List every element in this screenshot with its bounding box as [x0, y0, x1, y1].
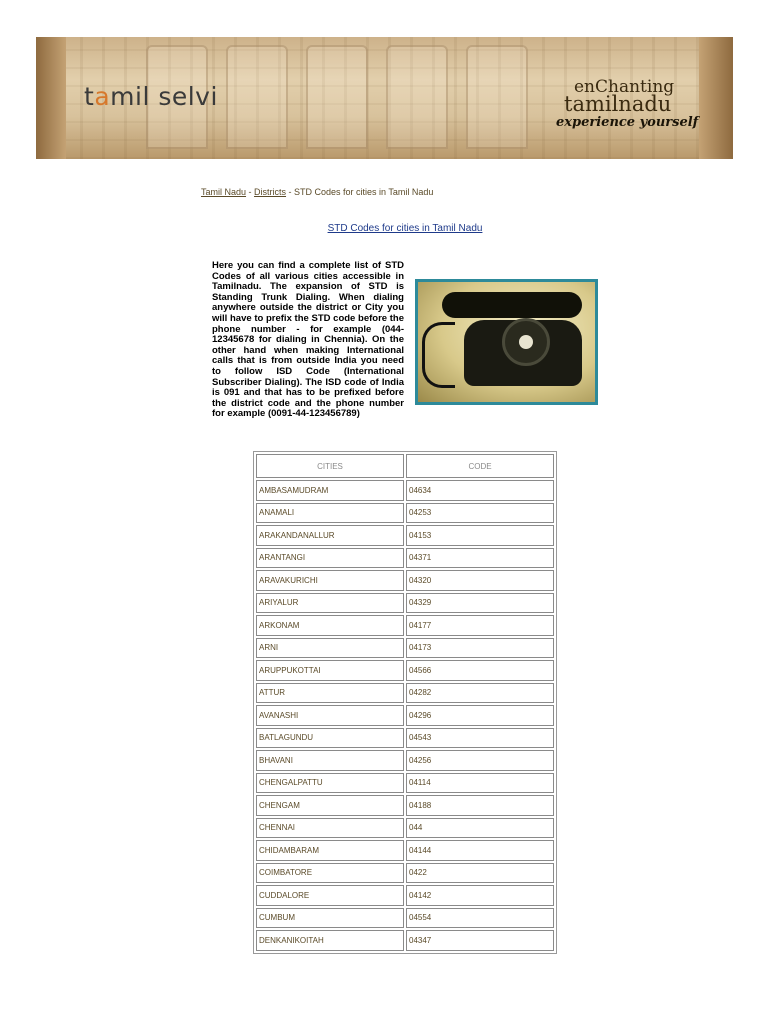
city-cell: CHIDAMBARAM — [256, 840, 404, 861]
banner-left-edge — [36, 37, 66, 159]
code-cell: 04634 — [406, 480, 554, 501]
column-header-cities: CITIES — [256, 454, 404, 478]
code-cell: 04153 — [406, 525, 554, 546]
city-cell: ARANTANGI — [256, 548, 404, 569]
breadcrumb — [201, 187, 433, 197]
code-cell: 04177 — [406, 615, 554, 636]
table-row — [256, 750, 554, 771]
city-cell: BATLAGUNDU — [256, 728, 404, 749]
table-body — [256, 480, 554, 951]
table-row — [256, 728, 554, 749]
table-row — [256, 705, 554, 726]
city-cell: ARNI — [256, 638, 404, 659]
breadcrumb-separator: - — [286, 187, 295, 197]
city-cell: DENKANIKOITAH — [256, 930, 404, 951]
city-cell: CUDDALORE — [256, 885, 404, 906]
city-cell: CHENGALPATTU — [256, 773, 404, 794]
header-banner — [36, 37, 733, 159]
city-cell: COIMBATORE — [256, 863, 404, 884]
banner-carving — [386, 45, 448, 149]
table-row — [256, 480, 554, 501]
city-cell: ARAKANDANALLUR — [256, 525, 404, 546]
code-cell: 04543 — [406, 728, 554, 749]
page-title — [0, 223, 768, 234]
code-cell: 04114 — [406, 773, 554, 794]
intro-paragraph: Here you can find a complete list of STD Codes of all various cities accessible in Tamilnadu. The expansion of STD is Standing Trunk Dialing. When dialing anywhere outside the district or City you will have to prefix the STD code before the phone number - for example (044-12345678 for dialing in Chennia). On the other hand when making International calls that is from outside India you need to follow ISD Code (International Subscriber Dialing). The ISD code of India is 091 and that has to be prefixed before the district code and the phone number for example (0091-44-123456789) — [212, 260, 404, 420]
logo-suffix: mil selvi — [110, 82, 218, 111]
city-cell: CHENGAM — [256, 795, 404, 816]
city-cell: ARIYALUR — [256, 593, 404, 614]
code-cell: 04282 — [406, 683, 554, 704]
column-header-code: CODE — [406, 454, 554, 478]
table-row — [256, 525, 554, 546]
city-cell: AMBASAMUDRAM — [256, 480, 404, 501]
code-cell: 04329 — [406, 593, 554, 614]
logo-accent: a — [94, 82, 111, 111]
table-row — [256, 908, 554, 929]
page-title-text: STD Codes for cities in Tamil Nadu — [327, 223, 483, 234]
tagline-experience: experience yourself — [556, 115, 699, 130]
table-row — [256, 683, 554, 704]
table-row — [256, 818, 554, 839]
table-row — [256, 795, 554, 816]
code-cell: 04554 — [406, 908, 554, 929]
code-cell: 04566 — [406, 660, 554, 681]
table-row — [256, 660, 554, 681]
code-cell: 04173 — [406, 638, 554, 659]
tagline-enchanting: enChanting — [574, 77, 675, 97]
city-cell: ATTUR — [256, 683, 404, 704]
code-cell: 04142 — [406, 885, 554, 906]
telephone-image — [415, 279, 598, 405]
city-cell: ANAMALI — [256, 503, 404, 524]
code-cell: 04144 — [406, 840, 554, 861]
breadcrumb-separator: - — [246, 187, 255, 197]
city-cell: ARAVAKURICHI — [256, 570, 404, 591]
table-row — [256, 570, 554, 591]
site-logo[interactable] — [84, 82, 218, 111]
city-cell: AVANASHI — [256, 705, 404, 726]
rotary-dial-icon — [502, 318, 550, 366]
table-row — [256, 885, 554, 906]
table-row — [256, 638, 554, 659]
code-cell: 04371 — [406, 548, 554, 569]
table-row — [256, 615, 554, 636]
code-cell: 04347 — [406, 930, 554, 951]
city-cell: ARKONAM — [256, 615, 404, 636]
breadcrumb-current: STD Codes for cities in Tamil Nadu — [294, 187, 434, 197]
table-row — [256, 548, 554, 569]
logo-prefix: t — [84, 82, 95, 111]
table-row — [256, 593, 554, 614]
code-cell: 04253 — [406, 503, 554, 524]
banner-carving — [466, 45, 528, 149]
city-cell: CUMBUM — [256, 908, 404, 929]
std-codes-table — [253, 451, 557, 954]
city-cell: CHENNAI — [256, 818, 404, 839]
phone-handset — [442, 292, 582, 318]
code-cell: 0422 — [406, 863, 554, 884]
city-cell: ARUPPUKOTTAI — [256, 660, 404, 681]
table-row — [256, 863, 554, 884]
table-row — [256, 773, 554, 794]
banner-carving — [226, 45, 288, 149]
code-cell: 04256 — [406, 750, 554, 771]
banner-right-edge — [699, 37, 733, 159]
code-cell: 04296 — [406, 705, 554, 726]
banner-carving — [306, 45, 368, 149]
code-cell: 04320 — [406, 570, 554, 591]
breadcrumb-districts-link[interactable]: Districts — [254, 187, 287, 197]
code-cell: 04188 — [406, 795, 554, 816]
table-row — [256, 503, 554, 524]
tagline-tamilnadu: tamilnadu — [564, 92, 672, 116]
table-row — [256, 930, 554, 951]
phone-cord — [422, 322, 455, 388]
table-row — [256, 840, 554, 861]
code-cell: 044 — [406, 818, 554, 839]
table-header-row — [256, 454, 554, 478]
breadcrumb-home-link[interactable]: Tamil Nadu — [201, 187, 247, 197]
city-cell: BHAVANI — [256, 750, 404, 771]
